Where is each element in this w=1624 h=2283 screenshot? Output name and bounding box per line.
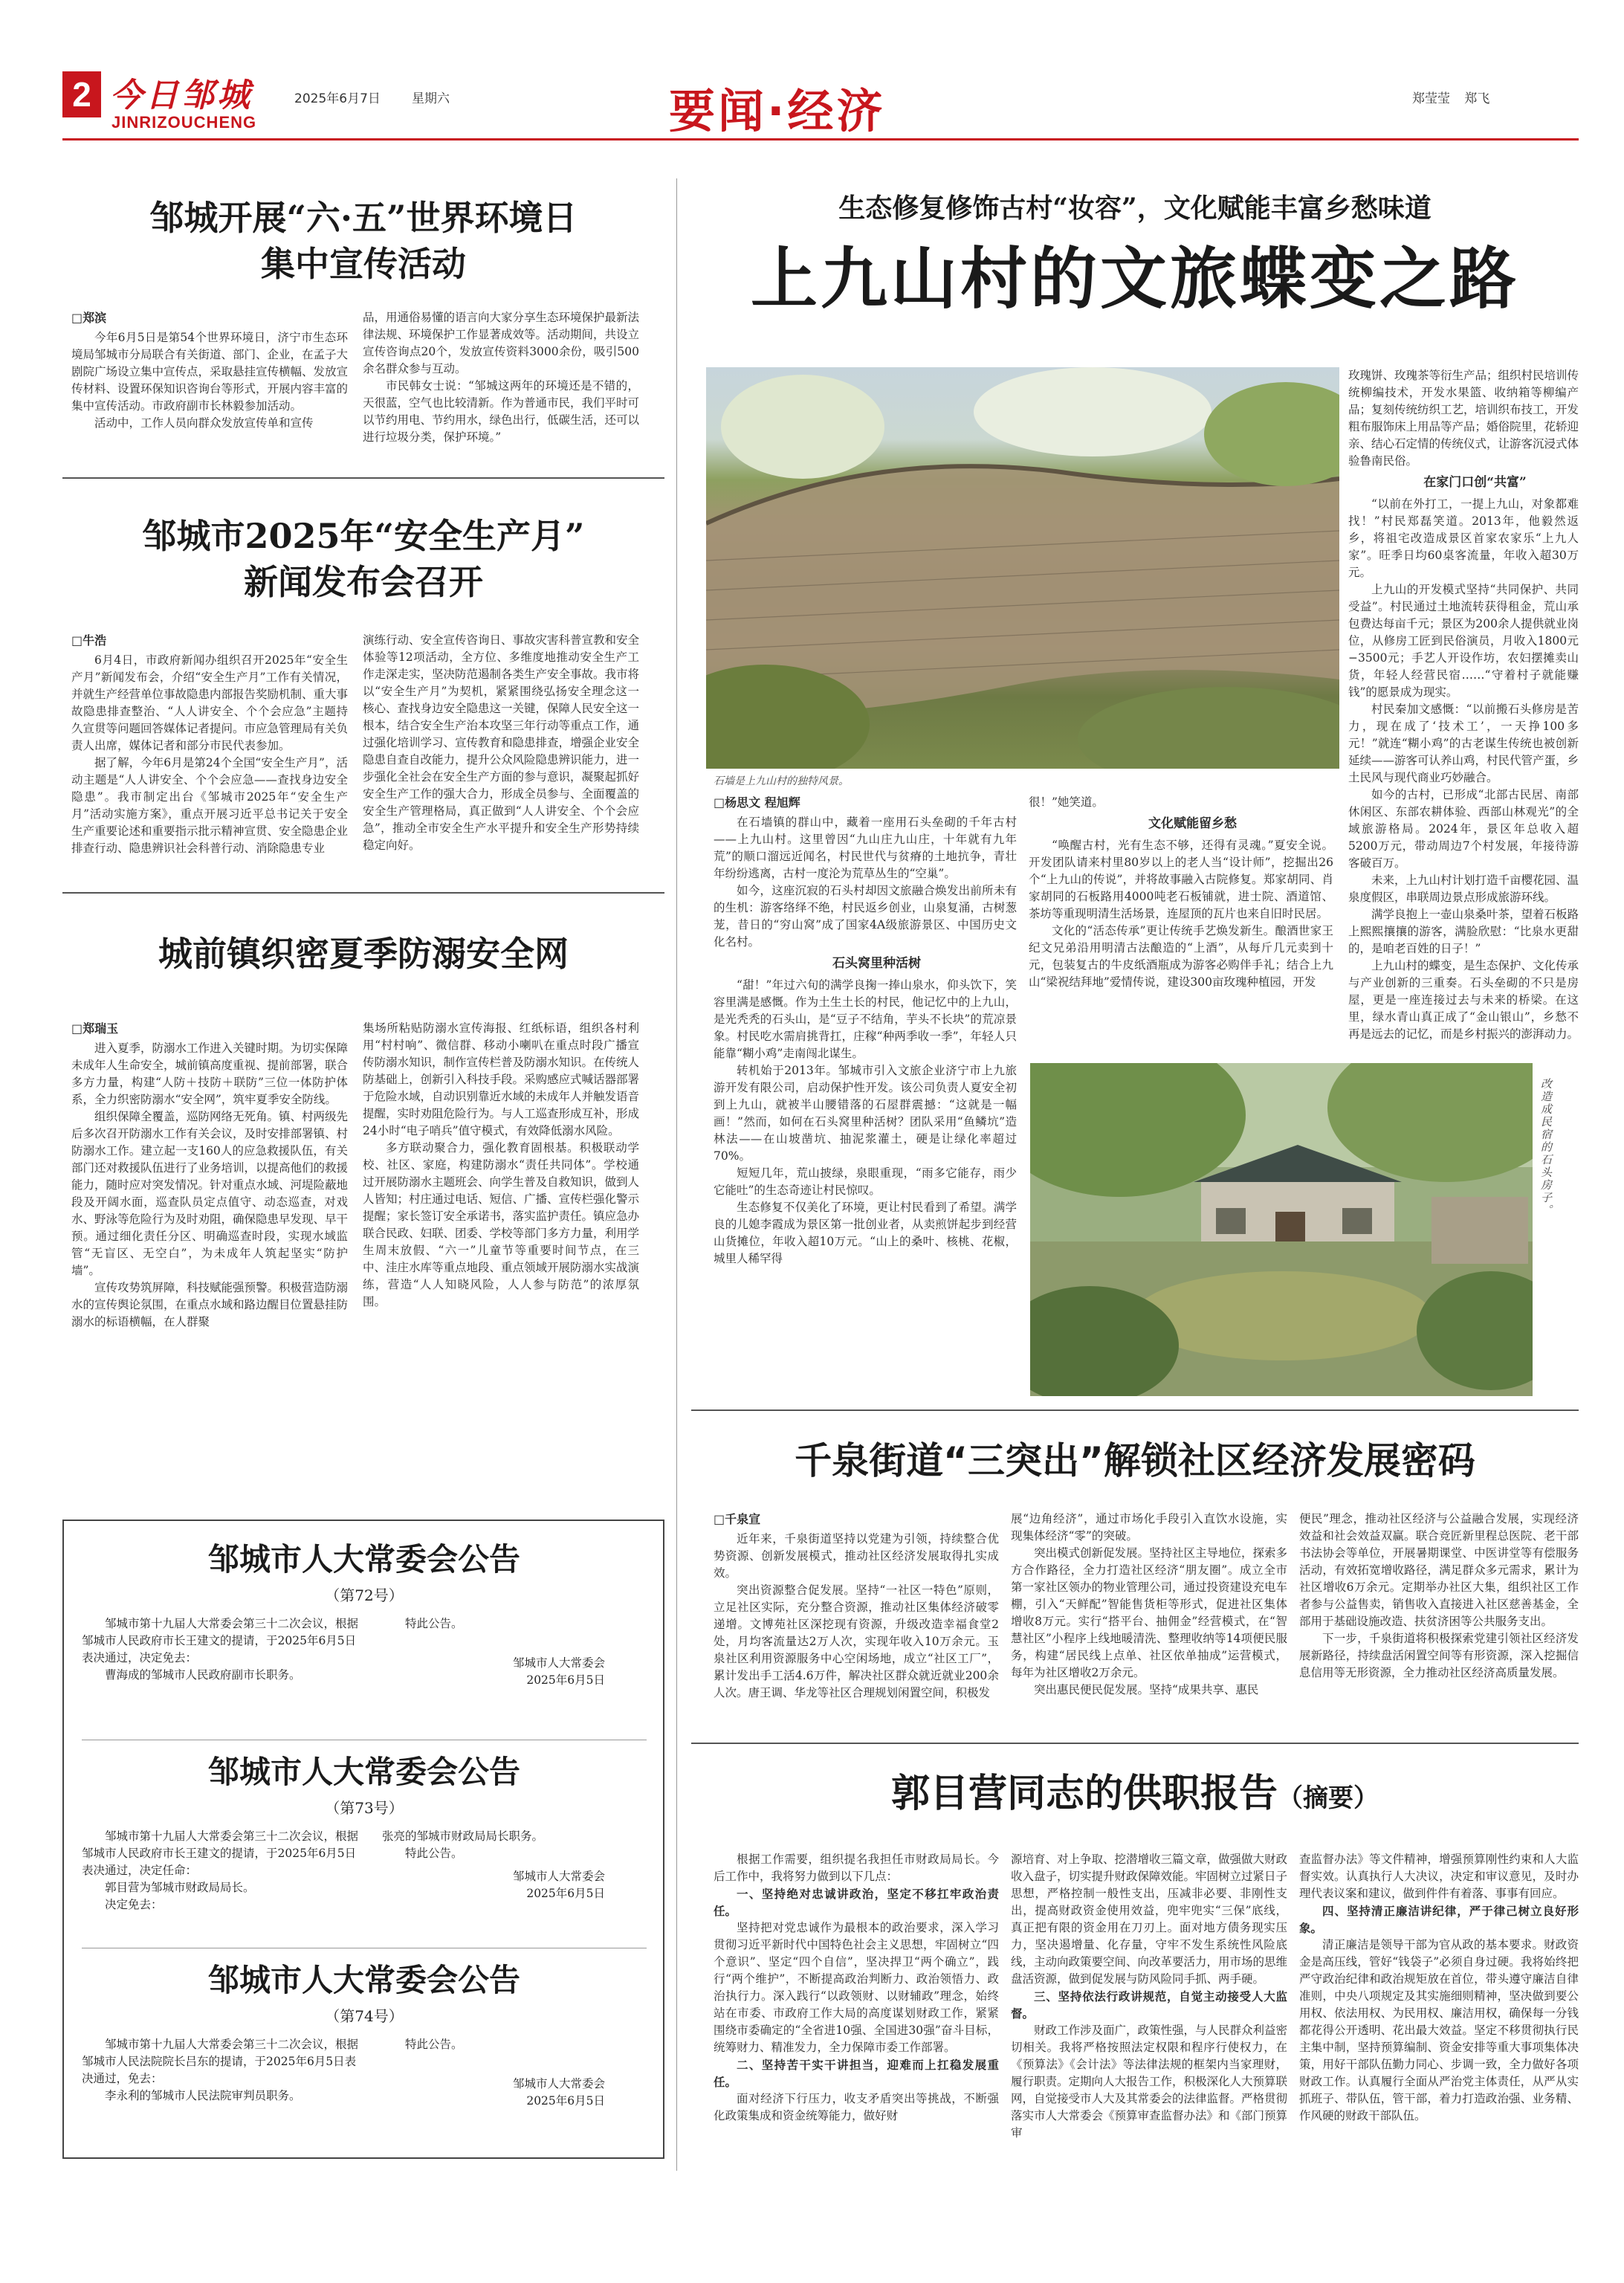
section-title: 要闻·经济: [669, 84, 886, 138]
subhead: 石头窝里种活树: [832, 956, 921, 971]
article5-col3: 便民”理念，推动社区经济与公益融合发展，实现经济效益和社会效益双赢。联合竞匠新里程总医院、老干部书法协会等单位，开展暑期课堂、中医讲堂等有偿服务活动，有效拓宽增收路径，满足群众多元需求，累计为社区增收6万余元。定期举办社区大集，组织社区工作者参与公益售卖，销售收入直接进入社区慈善基金，全部用于基础设施改造、扶贫济困等公共服务支出。 下一步，千泉街道将积极探索党建引领社区经济发展新路径，持续盘活闲置空间等有形资源，深入挖掘信息信用等无形资源，全力推动社区经济高质量发展。: [1299, 1512, 1579, 1679]
section-heading: 二、坚持苦干实干讲担当，迎难而上扛稳发展重任。: [714, 2058, 999, 2089]
article2-col1: □牛浩 6月4日，市政府新闻办组织召开2025年“安全生产月”新闻发布会，介绍“安全生产月”工作有关情况，并就生产经营单位事故隐患内部报告奖励机制、重大事故隐患排查整治、“人人讲安全、个个会应急”主题持久宣贯等问题回答媒体记者提问。市应急管理局有关负责人出席，媒体记者和部分市民代表参加。 据了解，今年6月是第24个全国“安全生产月”，活动主题是“人人讲安全、个个会应急——查找身边安全隐患”。我市制定出台《邹城市2025年“安全生产月”活动实施方案》，重点开展习近平总书记关于安全生产重要论述和重要指示批示精神宣贯、安全隐患企业排查行动、隐患辨识社会科普行动、消除隐患专业: [71, 633, 349, 855]
notice-73: 邹城市人大常委会公告 （第73号） 邹城市第十九届人大常委会第三十二次会议，根据邹城市人民政府市长王建文的提请，于2025年6月5日表决通过，决定任命： 郭目营为邹城市财政局局长。 决定免去： 张亮的邹城市财政局局长职务。 特此公告。 邹城市人大常委会 2025年6月5日: [82, 1751, 647, 1914]
page-number: 2: [72, 75, 91, 114]
stone-wall-drawing: [706, 367, 1339, 769]
feature-col2: 很！”她笑道。 文化赋能留乡愁 “唤醒古村，光有生态不够，还得有灵魂。”夏安全说。开发团队请来村里80岁以上的老人当“设计师”，挖掘出26个“上九山的传说”，并将故事融入古院修复。郑家胡同、肖家胡同的石板路用4000吨老石板铺就，进士院、酒道馆、茶坊等重现明清生活场景，连屋顶的瓦片也来自旧时民居。 文化的“活态传承”更让传统手艺焕发新生。酿酒世家王纪文兄弟沿用明清古法酿造的“上酒”，从每斤几元卖到十元，包装复古的牛皮纸酒瓶成为游客必购伴手礼；结合上九山“梁祝结拜地”爱情传说，建设300亩玫瑰种植园，开发: [1029, 795, 1333, 989]
notice-signature: 邹城市人大常委会: [512, 1656, 605, 1670]
divider: [62, 892, 664, 894]
divider: [691, 1743, 1579, 1744]
article2-col2: 演练行动、安全宣传咨询日、事故灾害科普宣教和安全体验等12项活动，全方位、多维度地推动安全生产工作走深走实，坚决防范遏制各类生产安全事故。我市将以“安全生产月”为契机，紧紧围绕弘扬安全理念这一核心、查找身边安全隐患这一关键，保障人民安全这一根本，结合安全生产治本攻坚三年行动等重点工作，通过强化培训学习、宣传教育和隐患排查，增强企业安全隐患自查自改能力，提升公众风险隐患辨识能力，进一步强化全社会在安全生产方面的参与意识，凝聚起抓好安全生产工作的强大合力，形成全员参与、全面覆盖的安全生产管理格局，真正做到“人人讲安全、个个会应急”，推动全市安全生产水平提升和安全生产形势持续稳定向好。: [363, 633, 640, 852]
divider: [691, 1409, 1579, 1411]
article2-title: 邹城市2025年“安全生产月” 新闻发布会召开: [142, 516, 585, 602]
issue-date: 2025年6月7日: [294, 91, 381, 106]
feature-col1: □杨思文 程旭辉 在石墙镇的群山中，藏着一座用石头垒砌的千年古村——上九山村。这里曾因“九山庄九山庄，十年就有九年荒”的顺口溜远近闻名，村民世代与贫瘠的土地抗争，青壮年纷纷逃离，古村一度沦为荒草丛生的“空巢”。 如今，这座沉寂的石头村却因文旅融合焕发出前所未有的生机：游客络绎不绝，村民返乡创业，山泉复涌，古树葱茏，昔日的“穷山窝”成了国家4A级旅游景区、中国历史文化名村。 石头窝里种活树 “甜！”年过六旬的满学良掬一捧山泉水，仰头饮下，笑容里满是感慨。作为土生土长的村民，他记忆中的上九山，是光秃秃的石头山，是“豆子不结角，芋头不长块”的荒凉景象。村民吃水需肩挑背扛，庄稼“种两季收一季”，年轻人只能靠“糊小鸡”走南闯北谋生。 转机始于2013年。邹城市引入文旅企业济宁市上九旅游开发有限公司，启动保护性开发。该公司负责人夏安全初到上九山，就被半山腰错落的石屋群震撼：“这就是一幅画！”然而，如何在石头窝里种活树？团队采用“鱼鳞坑”造林法——在山坡凿坑、抽泥浆灌土，硬是让绿化率超过70%。 短短几年，荒山披绿，泉眼重现，“雨多它能存，雨少它能吐”的生态奇迹让村民惊叹。 生态修复不仅美化了环境，更让村民看到了希望。满学良的儿媳李霞成为景区第一批创业者，从卖煎饼起步到经营山货摊位，年收入超10万元。“山上的桑叶、核桃、花椒，城里人稀罕得: [714, 795, 1017, 1265]
issue-weekday: 星期六: [412, 91, 450, 106]
notice-title: 邹城市人大常委会公告: [207, 1754, 520, 1790]
notice-title: 邹城市人大常委会公告: [207, 1541, 520, 1578]
notice-number: （第74号）: [325, 2007, 404, 2025]
article6-col3: 查监督办法》等文件精神，增强预算刚性约束和人大监督实效。认真执行人大决议，决定和审议意见，及时办理代表议案和建议，做到件件有着落、事事有回应。 四、坚持清正廉洁讲纪律，严于律己树立良好形象。 清正廉洁是领导干部为官从政的基本要求。财政资金是高压线，管好“钱袋子”必须自身过硬。我将始终把严守政治纪律和政治规矩放在首位，带头遵守廉洁自律准则，中央八项规定及其实施细则精神，坚决做到要公用权、依法用权、为民用权、廉洁用权，确保每一分钱都花得公开透明、花出最大效益。坚定不移贯彻执行民主集中制，坚持预算编制、资金安排等重大事项集体决策，用好干部队伍勤力同心、步调一致，全力做好各项财政工作。认真履行全面从严治党主体责任，从严从实抓班子、带队伍，管干部，着力打造政治强、业务精、作风硬的财政干部队伍。: [1299, 1853, 1579, 2122]
masthead-logo: 今日邹城: [110, 77, 253, 114]
notice-74: 邹城市人大常委会公告 （第74号） 邹城市第十九届人大常委会第三十二次会议，根据邹城市人民法院院长吕东的提请，于2025年6月5日表决通过，免去： 李永利的邹城市人民法院审判员职务。 特此公告。 邹城市人大常委会 2025年6月5日: [82, 1960, 647, 2110]
section-heading: 四、坚持清正廉洁讲纪律，严于律己树立良好形象。: [1299, 1904, 1579, 1935]
photo1-caption: 石墙是上九山村的独特风景。: [714, 775, 849, 787]
notice-date: 2025年6月5日: [526, 1887, 605, 1900]
stone-house-drawing: [1030, 1063, 1533, 1396]
article6-col2: 源培育、对上争取、挖潜增收三篇文章，做强做大财政收入盘子，切实提升财政保障效能。牢固树立过紧日子思想，严格控制一般性支出，压减非必要、非刚性支出，提高财政资金使用效益，兜牢兜实“三保”底线，真正把有限的资金用在刀刃上。面对地方债务现实压力，坚决遏增量、化存量，守牢不发生系统性风险底线，主动向政策要空间、向改革要活力，用市场的思维盘活资源，做到促发展与防风险同手抓、两手硬。 三、坚持依法行政讲规范，自觉主动接受人大监督。 财政工作涉及面广，政策性强，与人民群众利益密切相关。我将严格按照法定权限和程序行使权力，在《预算法》《会计法》等法律法规的框架内当家理财，履行职责。定期向人大报告工作，积极深化人大预算联网，自觉接受市人大及其常委会的法律监督。严格贯彻落实市人大常委会《预算审查监督办法》和《部门预算审: [1011, 1853, 1288, 2140]
article3-col2: 集场所粘贴防溺水宣传海报、红纸标语，组织各村利用“村村响”、微信群、移动小喇叭在重点时段广播宣传防溺水知识，制作宣传栏普及防溺水知识。在传统人防基础上，创新引入科技手段。采购感应式喊话器部署于危险水域，自动识别靠近水域的未成年人并触发语音提醒，实时劝阻危险行为。与人工巡查形成互补，形成24小时“电子哨兵”值守模式，有效降低溺水风险。 多方联动聚合力，强化教育固根基。积极联动学校、社区、家庭，构建防溺水“责任共同体”。学校通过开展防溺水主题班会、向学生普及自救知识，做到人人皆知；村庄通过电话、短信、广播、宣传栏强化警示提醒；家长签订安全承诺书，落实监护责任。镇应急办联合民政、妇联、团委、学校等部门多方力量，利用学生周末放假、“六一”儿童节等重要时间节点，在三中、洼庄水库等重点地段、重点领域开展防溺水实战演练，营造“人人知晓风险，人人参与防范”的浓厚氛围。: [363, 1021, 640, 1308]
article1-col2: 品，用通俗易懂的语言向大家分享生态环境保护最新法律法规、环境保护工作显著成效等。活动期间，共设立宣传咨询点20个，发放宣传资料3000余份，吸引500余名群众参与互动。 市民韩女士说：“邹城这两年的环境还是不错的，天很蓝，空气也比较清新。作为普通市民，我们平时可以节约用电、节约用水，绿色出行，低碳生活，还可以进行垃圾分类，保护环境。”: [363, 311, 640, 444]
notice-number: （第73号）: [325, 1799, 404, 1817]
article1-col1: □郑滨 今年6月5日是第54个世界环境日，济宁市生态环境局邹城市分局联合有关街道、部门、企业，在孟子大剧院广场设立集中宣传点，采取悬挂宣传横幅、发放宣传材料、设置环保知识咨询台等形式，开展内容丰富的集中宣传活动。市政府副市长林毅参加活动。 活动中，工作人员向群众发放宣传单和宣传: [71, 311, 349, 430]
feature-title: 上九山村的文旅蝶变之路: [751, 240, 1519, 318]
notice-date: 2025年6月5日: [526, 2094, 605, 2108]
article3-title: 城前镇织密夏季防溺安全网: [158, 934, 569, 974]
article5-title: 千泉街道“三突出”解锁社区经济发展密码: [795, 1439, 1475, 1482]
notice-number: （第72号）: [325, 1586, 404, 1604]
article5-col2: 展“边角经济”，通过市场化手段引入直饮水设施，实现集体经济“零”的突破。 突出模式创新促发展。坚持社区主导地位，探索多方合作路径，全力打造社区经济“朋友圈”。成立全市第一家社区领办的物业管理公司，通过投资建设充电车棚，引入“天鲜配”智能售货柜等形式，促进社区集体增收8万元。实行“搭平台、抽佣金”经营模式，在“智慧社区”小程序上线地暖清洗、整理收纳等14项便民服务，构建“居民线上点单、社区依单抽成”运营模式，每年为社区增收2万余元。 突出惠民便民促发展。坚持“成果共享、惠民: [1011, 1512, 1288, 1696]
subhead: 在家门口创“共富”: [1423, 475, 1527, 490]
editor-names: 郑莹莹 郑飞: [1412, 91, 1490, 106]
photo-stone-house: [1030, 1063, 1533, 1396]
article5-col1: □千泉宣 近年来，千泉街道坚持以党建为引领，持续整合优势资源、创新发展模式，推动社区经济发展取得扎实成效。 突出资源整合促发展。坚持“一社区一特色”原则，立足社区实际，充分整合资源，推动社区集体经济破零递增。文博苑社区深挖现有资源，升级改造幸福食堂2处，月均客流量达2万人次，实现年收入10万余元。玉泉社区利用资源服务中心空闲场地，成立“社区工厂”，累计发出手工活4.6万件，解决社区群众就近就业200余人次。唐王调、华龙等社区合理规划闲置空间，积极发: [714, 1512, 999, 1699]
article3-col1: □郑瑞玉 进入夏季，防溺水工作进入关键时期。为切实保障未成年人生命安全，城前镇高度重视、提前部署，联合多方力量，构建“人防＋技防＋联防”三位一体防护体系，全力织密防溺水“安全网”，筑牢夏季安全防线。 组织保障全覆盖，巡防网络无死角。镇、村两级先后多次召开防溺水工作有关会议，及时安排部署镇、村防溺水工作。建立起一支160人的应急救援队伍，有关部门还对救援队伍进行了业务培训，以提高他们的救援能力，随时应对突发情况。针对重点水域、河堤险蔽地段及开阔水面，巡查队员定点值守、动态巡查，对戏水、野泳等危险行为及时劝阻，确保隐患早发现、早干预。通过细化责任分区、明确巡查时段，实现水域监管“无盲区、无空白”，为未成年人筑起坚实“防护墙”。 宣传攻势筑屏障，科技赋能强预警。积极营造防溺水的宣传舆论氛围，在重点水域和路边醒目位置悬挂防溺水的标语横幅，在人群聚: [71, 1021, 349, 1328]
subhead: 文化赋能留乡愁: [1148, 816, 1237, 831]
photo-stone-wall: [706, 367, 1339, 769]
notice-72: 邹城市人大常委会公告 （第72号） 邹城市第十九届人大常委会第三十二次会议，根据邹城市人民政府市长王建文的提请，于2025年6月5日表决通过，决定免去： 曹海成的邹城市人民政府副市长职务。 特此公告。 邹城市人大常委会 2025年6月5日: [82, 1539, 647, 1689]
divider: [62, 477, 664, 479]
feature-col3: 玫瑰饼、玫瑰茶等衍生产品；组织村民培训传统柳编技术，开发水果篮、收纳箱等柳编产品；复刻传统纺织工艺，培训织布技工，开发粗布服饰床上用品等产品；婚俗院里，花轿迎亲、结心石定情的传统仪式，让游客沉浸式体验鲁南民俗。 在家门口创“共富” “以前在外打工，一提上九山，对象都难找！”村民郑磊笑道。2013年，他毅然返乡，将祖宅改造成景区首家农家乐“上九人家”。旺季日均60桌客流量，年收入超30万元。 上九山的开发模式坚持“共同保护、共同受益”。村民通过土地流转获得租金，荒山承包费达每亩千元；景区为200余人提供就业岗位，从修房工匠到民俗演员，月收入1800元−3500元；手艺人开设作坊，农妇摆摊卖山货，年轻人经营民宿……“守着村子就能赚钱”的愿景成为现实。 村民秦加文感慨：“以前搬石头修房是苦力，现在成了‘技术工’，一天挣100多元！”就连“糊小鸡”的古老谋生传统也被创新延续——游客可认养山鸡，村民代管产蛋，乡土民风与现代商业巧妙融合。 如今的古村，已形成“北部古民居、南部休闲区、东部农耕体验、西部山林观光”的全域旅游格局。2024年，景区年总收入超5200万元，带动周边7个村发展，年接待游客破百万。 未来，上九山村计划打造千亩樱花园、温泉度假区，串联周边景点形成旅游环线。 满学良抱上一壶山泉桑叶茶，望着石板路上熙熙攘攘的游客，满脸欣慰：“比泉水更甜的，是咱老百姓的日子！” 上九山村的蝶变，是生态保护、文化传承与产业创新的三重奏。石头垒砌的不只是房屋，更是一座连接过去与未来的桥梁。在这里，绿水青山真正成了“金山银山”，乡愁不再是远去的记忆，而是乡村振兴的澎湃动力。: [1348, 369, 1579, 1041]
article6-col1: 根据工作需要，组织提名我担任市财政局局长。今后工作中，我将努力做到以下几点： 一、坚持绝对忠诚讲政治，坚定不移扛牢政治责任。 坚持把对党忠诚作为最根本的政治要求，深入学习贯彻习近平新时代中国特色社会主义思想，牢固树立“四个意识”、坚定“四个自信”，坚决捍卫“两个确立”，践行“两个维护”，不断提高政治判断力、政治领悟力、政治执行力。深入践行“以政领财、以财辅政”理念，始终站在市委、市政府工作大局的高度谋划财政工作，紧紧围绕市委确定的“全省进10强、全国进30强”奋斗目标，统筹财力、精准发力，全力保障市委工作部署。 二、坚持苦干实干讲担当，迎难而上扛稳发展重任。 面对经济下行压力，收支矛盾突出等挑战，不断强化政策集成和资金统筹能力，做好财: [714, 1853, 999, 2122]
masthead-logo-en: JINRIZOUCHENG: [111, 113, 257, 132]
notice-date: 2025年6月5日: [526, 1673, 605, 1687]
notice-signature: 邹城市人大常委会: [512, 1870, 605, 1883]
feature-kicker: 生态修复修饰古村“妆容”，文化赋能丰富乡愁味道: [838, 193, 1431, 224]
header-rule: [62, 138, 1579, 141]
column-separator: [676, 178, 677, 2171]
article1-title: 邹城开展“六·五”世界环境日 集中宣传活动: [149, 198, 578, 284]
photo2-caption: 改造成民宿的石头房子。: [1539, 1078, 1553, 1217]
section-heading: 一、坚持绝对忠诚讲政治，坚定不移扛牢政治责任。: [714, 1887, 999, 1918]
article6-title: 郭目营同志的供职报告（摘要）: [890, 1771, 1379, 1816]
section-heading: 三、坚持依法行政讲规范，自觉主动接受人大监督。: [1011, 1989, 1287, 2021]
notice-signature: 邹城市人大常委会: [512, 2077, 605, 2090]
page-number-box: [62, 71, 101, 117]
notice-title: 邹城市人大常委会公告: [207, 1962, 520, 1998]
